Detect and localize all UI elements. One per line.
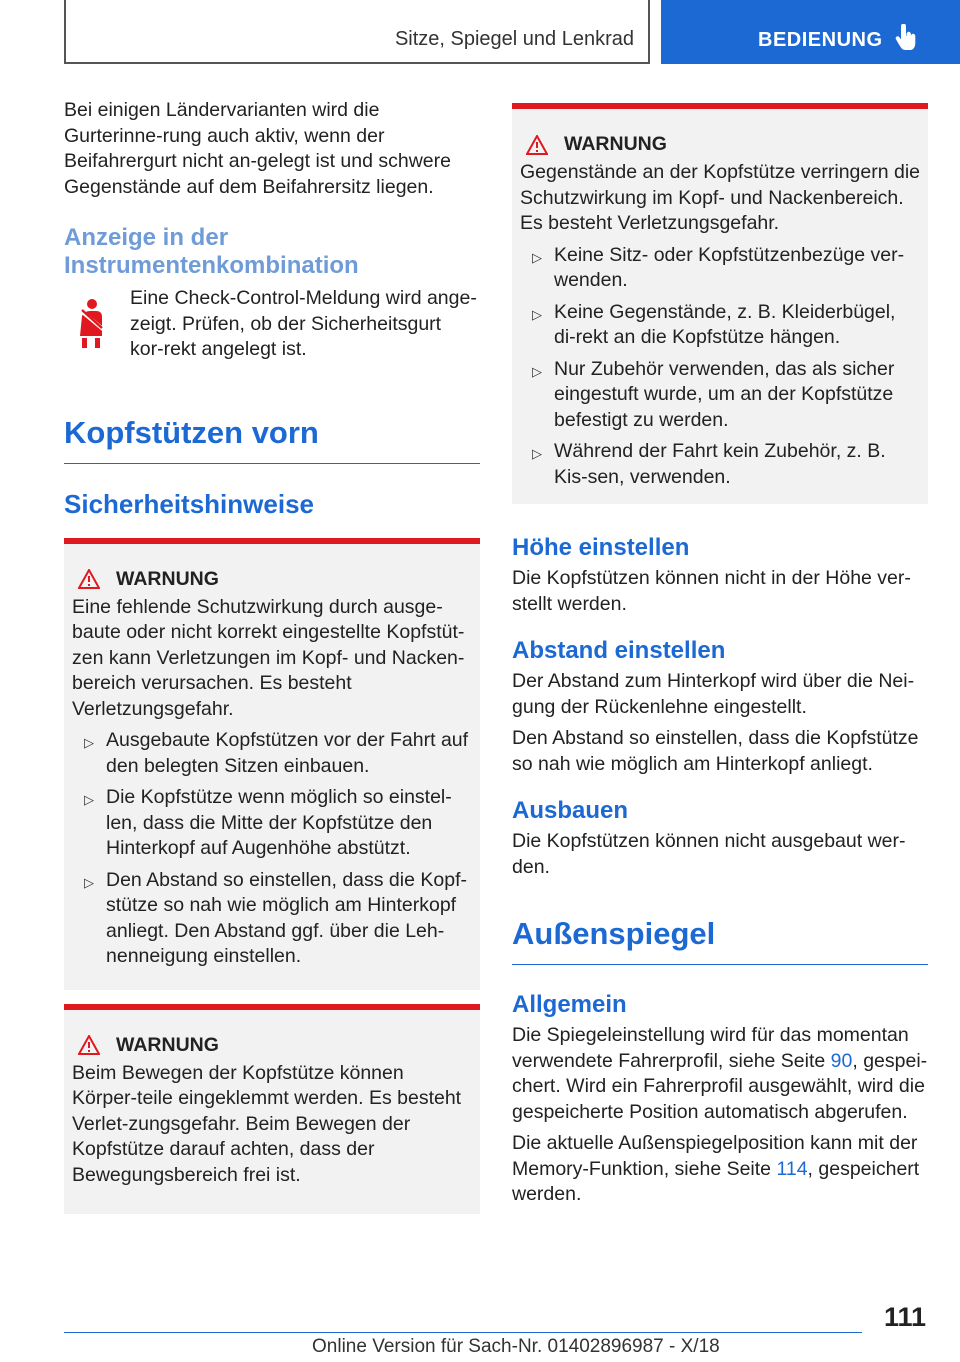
ausbauen-heading: Ausbauen: [512, 797, 629, 824]
list-item: ▷ Den Abstand so einstellen, dass die Kopf-stütze so nah wie möglich am Hinterkopf anliegt. Den Abstand ggf. über die Leh-nenneigung einstellen.: [84, 868, 467, 967]
warning-list-3: [520, 243, 920, 491]
list-item: ▷ Die Kopfstütze wenn möglich so einstel-len, dass die Mitte der Kopfstütze den Hinterkopf auf Augenhöhe abstützt.: [84, 786, 452, 859]
warning-box-3: [512, 103, 928, 504]
list-item: ▷ Ausgebaute Kopfstützen vor der Fahrt auf den belegten Sitzen einbauen.: [84, 729, 469, 777]
footer-online-version: Online Version für Sach-Nr. 01402896987 - X/18: [312, 1336, 720, 1357]
warning-triangle-icon: [78, 1035, 100, 1055]
anzeige-text: Eine Check-Control-Meldung wird ange-zeigt. Prüfen, ob der Sicherheitsgurt kor-rekt angelegt ist.: [130, 287, 477, 360]
warning-triangle-icon: [526, 135, 548, 155]
page-number: 111: [884, 1302, 927, 1332]
right-column: [512, 103, 928, 1208]
hand-pointer-icon: [895, 24, 917, 52]
warning-box-2: [64, 1004, 480, 1215]
anzeige-heading: Anzeige in der Instrumentenkombination: [64, 224, 359, 279]
intro-paragraph: Bei einigen Ländervarianten wird die Gurterinne-rung auch aktiv, wenn der Beifahrergurt nicht an-gelegt ist und schwere Gegenstände auf dem Beifahrersitz liegen.: [64, 99, 451, 198]
aussenspiegel-heading: Außenspiegel: [512, 914, 928, 965]
hoehe-text: Die Kopfstützen können nicht in der Höhe ver-stellt werden.: [512, 567, 911, 615]
warning-list-1: [72, 728, 472, 970]
list-item: ▷ Während der Fahrt kein Zubehör, z. B. Kis-sen, verwenden.: [532, 440, 886, 488]
warning-text-1: Eine fehlende Schutzwirkung durch ausge-baute oder nicht korrekt eingestellte Kopfstüt-zen kann Verletzungen im Kopf- und Nacken-bereich verursachen. Es besteht Verletzungsgefahr.: [72, 595, 465, 720]
abstand-text-1: Der Abstand zum Hinterkopf wird über die Nei-gung der Rückenlehne eingestellt.: [512, 670, 915, 718]
warning-label-2: WARNUNG: [116, 1033, 219, 1056]
header-section-tab[interactable]: [661, 0, 960, 64]
anzeige-info: [64, 286, 480, 363]
sicherheitshinweise-heading: Sicherheitshinweise: [64, 488, 314, 519]
warning-box-1: [64, 538, 480, 990]
list-item: ▷ Keine Sitz- oder Kopfstützenbezüge ver-wenden.: [532, 243, 905, 291]
warning-triangle-icon: [78, 569, 100, 589]
warning-label-1: WARNUNG: [116, 567, 219, 590]
page-link-114[interactable]: 114: [776, 1157, 808, 1180]
header-chapter-box: [64, 0, 650, 64]
header-chapter-title: Sitze, Spiegel und Lenkrad: [394, 28, 634, 50]
allgemein-text-2: Die aktuelle Außenspiegelposition kann mit der Memory-Funktion, siehe Seite 114, gespeichert werden.: [512, 1132, 920, 1205]
allgemein-text-1: Die Spiegeleinstellung wird für das momentan verwendete Fahrerprofil, siehe Seite 90, gespei-chert. Wird ein Fahrerprofil ausgewählt, wird die gespeicherte Position automatisch abgerufen.: [512, 1024, 928, 1123]
footer-divider: [64, 1332, 862, 1333]
warning-text-2: Beim Bewegen der Kopfstütze können Körper-teile eingeklemmt werden. Es besteht Verlet-zungsgefahr. Beim Bewegen der Kopfstütze darauf achten, dass der Bewegungsbereich frei ist.: [72, 1061, 462, 1186]
abstand-text-2: Den Abstand so einstellen, dass die Kopfstütze so nah wie möglich am Hinterkopf anliegt.: [512, 727, 919, 775]
warning-text-3: Gegenstände an der Kopfstütze verringern die Schutzwirkung im Kopf- und Nackenbereich. Es besteht Verletzungsgefahr.: [520, 161, 921, 234]
warning-label-3: WARNUNG: [564, 133, 667, 155]
kopfstuetzen-heading: Kopfstützen vorn: [64, 413, 480, 464]
abstand-heading: Abstand einstellen: [512, 637, 726, 664]
list-item: ▷ Keine Gegenstände, z. B. Kleiderbügel, di-rekt an die Kopfstütze hängen.: [532, 300, 896, 348]
allgemein-heading: Allgemein: [512, 991, 627, 1018]
hoehe-heading: Höhe einstellen: [512, 534, 690, 561]
list-item: ▷ Nur Zubehör verwenden, das als sicher eingestuft wurde, um an der Kopfstütze befestigt zu werden.: [532, 357, 895, 431]
header-section-title: BEDIENUNG: [758, 29, 883, 51]
page-link-90[interactable]: 90: [830, 1049, 853, 1072]
left-column: [64, 98, 480, 1214]
seatbelt-warning-icon: [64, 286, 130, 363]
ausbauen-text: Die Kopfstützen können nicht ausgebaut wer-den.: [512, 830, 906, 878]
